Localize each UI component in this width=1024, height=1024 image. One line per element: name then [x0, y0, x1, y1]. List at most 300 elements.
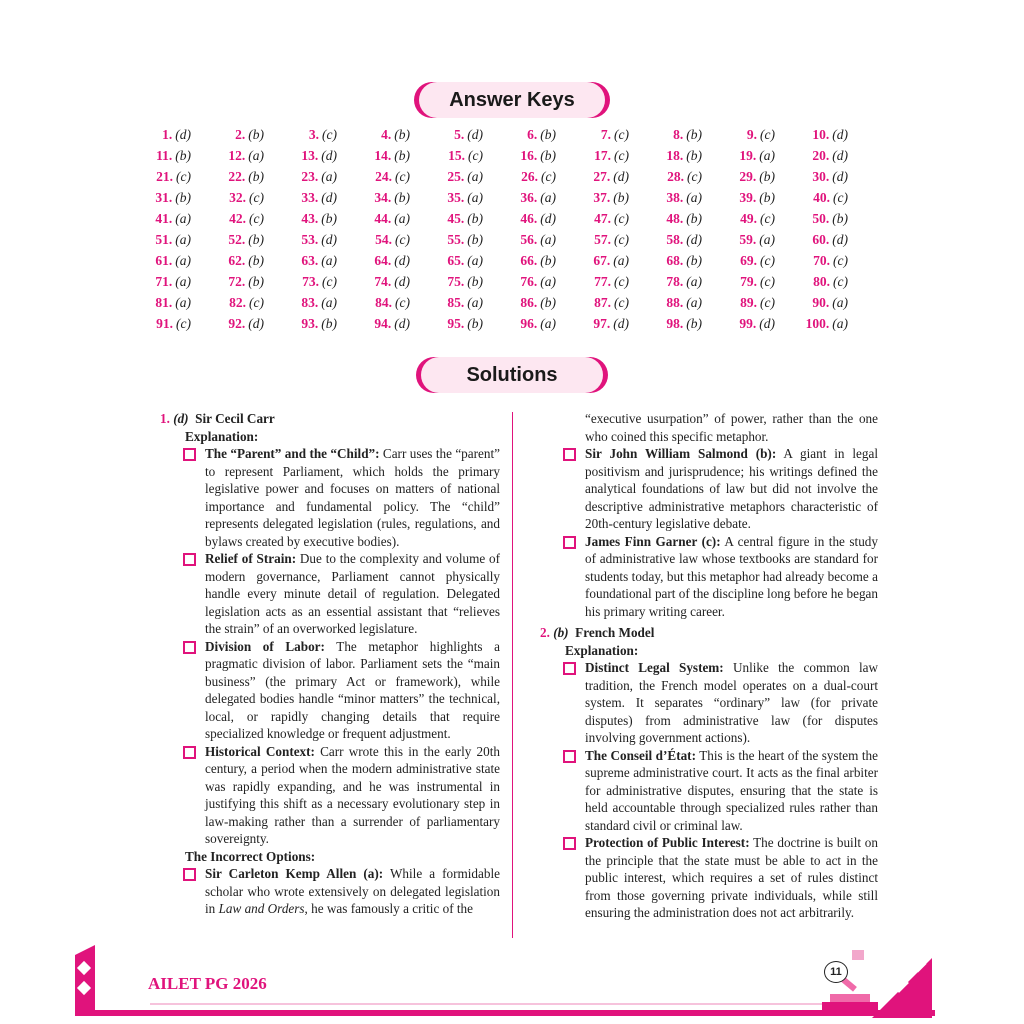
answer-key-item — [586, 124, 659, 145]
answer-key-option: (a) — [540, 315, 556, 331]
answer-key-option: (d) — [394, 252, 410, 268]
explanation-label: Explanation: — [185, 428, 259, 444]
question-answer-title: French Model — [575, 625, 655, 640]
footer-title: AILET PG 2026 — [148, 974, 267, 993]
answer-key-number: 82. — [229, 294, 247, 310]
answer-key-item — [805, 187, 878, 208]
answer-key-item — [586, 313, 659, 334]
answer-key-option: (c) — [614, 210, 629, 226]
answer-key-item — [221, 166, 294, 187]
answer-key-option: (c) — [249, 294, 264, 310]
answer-key-item — [805, 229, 878, 250]
answer-key-item — [732, 187, 805, 208]
answer-key-number: 71. — [155, 273, 173, 289]
question-number: 1. — [160, 411, 170, 426]
answer-key-option: (c) — [176, 315, 191, 331]
answer-key-option: (c) — [395, 294, 410, 310]
answer-key-item — [221, 250, 294, 271]
answer-key-item — [659, 166, 732, 187]
answer-key-item — [659, 250, 732, 271]
answer-key-item — [732, 313, 805, 334]
list-item — [205, 445, 500, 550]
question-answer: (b) — [553, 625, 569, 640]
answer-key-item — [659, 271, 732, 292]
answer-key-option: (b) — [394, 147, 410, 163]
answer-key-option: (c) — [395, 168, 410, 184]
answer-key-item — [805, 124, 878, 145]
answer-key-option: (b) — [686, 147, 702, 163]
item-heading: Sir John William Salmond (b): — [585, 446, 777, 461]
checkbox-bullet-icon — [563, 448, 576, 461]
answer-key-option: (d) — [832, 168, 848, 184]
answer-key-number: 47. — [594, 210, 612, 226]
answer-key-number: 92. — [228, 315, 246, 331]
answer-key-option: (d) — [686, 231, 702, 247]
answer-key-item — [805, 208, 878, 229]
checkbox-bullet-icon — [183, 553, 196, 566]
answer-key-item — [513, 250, 586, 271]
page-number: 11 — [824, 961, 848, 983]
answer-key-number: 100. — [805, 315, 830, 331]
answer-key-option: (a) — [832, 315, 848, 331]
checkbox-bullet-icon — [563, 837, 576, 850]
answer-key-item — [805, 292, 878, 313]
answer-key-number: 88. — [666, 294, 684, 310]
answer-key-item — [148, 145, 221, 166]
answer-key-option: (b) — [248, 252, 264, 268]
answer-key-option: (d) — [321, 231, 337, 247]
answer-key-item — [732, 250, 805, 271]
answer-key-option: (c) — [614, 294, 629, 310]
answer-key-number: 15. — [448, 147, 466, 163]
answer-key-option: (c) — [833, 252, 848, 268]
answer-key-item — [294, 250, 367, 271]
continued-text: “executive usurpation” of power, rather than the one who coined this specific metaphor. — [585, 411, 878, 444]
answer-key-option: (d) — [759, 315, 775, 331]
answer-key-number: 32. — [229, 189, 247, 205]
question-1-title — [160, 410, 500, 428]
answer-key-option: (c) — [614, 126, 629, 142]
answer-key-option: (d) — [467, 126, 483, 142]
answer-key-item — [367, 229, 440, 250]
list-item — [205, 865, 500, 918]
answer-key-item — [513, 292, 586, 313]
answer-key-number: 54. — [375, 231, 393, 247]
answer-key-item — [294, 313, 367, 334]
answer-key-item — [440, 229, 513, 250]
answer-key-option: (b) — [686, 315, 702, 331]
answer-key-option: (c) — [687, 168, 702, 184]
answer-key-number: 5. — [454, 126, 465, 142]
answer-key-item — [513, 208, 586, 229]
answer-key-item — [513, 166, 586, 187]
answer-key-item — [513, 187, 586, 208]
list-item — [585, 747, 878, 835]
answer-key-item — [367, 250, 440, 271]
answer-key-option: (c) — [760, 294, 775, 310]
item-heading: Protection of Public Interest: — [585, 835, 750, 850]
answer-key-option: (c) — [395, 231, 410, 247]
solutions-right-column — [540, 410, 878, 922]
answer-key-item — [221, 208, 294, 229]
answer-key-option: (a) — [686, 189, 702, 205]
answer-key-item — [148, 124, 221, 145]
answer-key-option: (d) — [321, 147, 337, 163]
checkbox-bullet-icon — [183, 641, 196, 654]
answer-key-item — [148, 166, 221, 187]
answer-key-item — [294, 124, 367, 145]
answer-key-number: 34. — [374, 189, 392, 205]
answer-key-option: (d) — [248, 315, 264, 331]
answer-key-option: (a) — [175, 231, 191, 247]
item-text: This is the heart of the system the supreme administrative court. It acts as the final arbiter for administrative disputes, ensuring that the state is held accountable through specialized rules rather than standard civil or criminal law. — [585, 747, 878, 833]
answer-key-item — [367, 187, 440, 208]
answer-key-option: (d) — [613, 315, 629, 331]
answer-key-option: (b) — [394, 189, 410, 205]
answer-key-number: 39. — [739, 189, 757, 205]
answer-key-item — [221, 229, 294, 250]
incorrect-options-list — [540, 445, 878, 620]
answer-key-number: 14. — [374, 147, 392, 163]
answer-key-option: (c) — [760, 252, 775, 268]
answer-key-item — [148, 208, 221, 229]
answer-key-item — [148, 313, 221, 334]
answer-key-number: 1. — [162, 126, 173, 142]
answer-key-number: 12. — [228, 147, 246, 163]
answer-key-option: (b) — [759, 189, 775, 205]
answer-key-option: (a) — [321, 294, 337, 310]
answer-key-item — [440, 271, 513, 292]
answer-key-item — [659, 208, 732, 229]
answer-key-number: 98. — [666, 315, 684, 331]
answer-key-number: 36. — [520, 189, 538, 205]
item-text: The metaphor highlights a pragmatic division of labor. Parliament sets the “main business” (the primary Act or framework), while delegated bodies handle “minor matters” the technical, local, or rapidly changing details that require specialized knowledge or frequent adjustment. — [205, 638, 500, 741]
answer-key-number: 95. — [447, 315, 465, 331]
answer-key-item — [367, 271, 440, 292]
explanation-label: Explanation: — [565, 642, 639, 658]
answer-key-number: 77. — [594, 273, 612, 289]
answer-key-option: (b) — [467, 273, 483, 289]
answer-key-option: (c) — [468, 147, 483, 163]
answer-key-number: 24. — [375, 168, 393, 184]
answer-key-item — [586, 271, 659, 292]
answer-key-item — [659, 313, 732, 334]
answer-key-option: (a) — [540, 231, 556, 247]
list-item — [205, 638, 500, 743]
answer-key-number: 73. — [302, 273, 320, 289]
answer-key-item — [586, 292, 659, 313]
answer-key-option: (a) — [467, 294, 483, 310]
answer-key-option: (c) — [614, 231, 629, 247]
answer-key-number: 56. — [520, 231, 538, 247]
answer-key-number: 72. — [228, 273, 246, 289]
answer-key-option: (c) — [176, 168, 191, 184]
answer-key-item — [367, 124, 440, 145]
answer-key-item — [732, 271, 805, 292]
answer-key-item — [294, 229, 367, 250]
answer-key-item — [659, 229, 732, 250]
explanation-list — [540, 659, 878, 922]
answer-key-number: 10. — [812, 126, 830, 142]
answer-key-option: (b) — [321, 315, 337, 331]
answer-key-option: (b) — [540, 252, 556, 268]
answer-key-item — [659, 145, 732, 166]
list-item — [205, 743, 500, 848]
item-heading: Division of Labor: — [205, 638, 325, 654]
answer-key-item — [221, 124, 294, 145]
item-text: Unlike the common law tradition, the French model operates on a dual-court system. It separates “ordinary” law (for private disputes) from administrative law (for disputes involving government actions). — [585, 660, 879, 745]
answer-key-option: (c) — [249, 210, 264, 226]
solutions-heading: Solutions — [421, 357, 603, 393]
answer-key-number: 29. — [739, 168, 757, 184]
answer-key-number: 35. — [447, 189, 465, 205]
answer-key-number: 99. — [739, 315, 757, 331]
answer-key-number: 61. — [155, 252, 173, 268]
answer-key-option: (b) — [248, 231, 264, 247]
answer-key-item — [805, 145, 878, 166]
question-answer: (d) — [173, 411, 189, 426]
answer-key-number: 97. — [593, 315, 611, 331]
answer-key-option: (a) — [321, 168, 337, 184]
item-text: , he was famously a critic of the — [304, 901, 473, 916]
answer-key-number: 18. — [666, 147, 684, 163]
answer-key-number: 76. — [520, 273, 538, 289]
answer-key-option: (a) — [540, 273, 556, 289]
answer-key-option: (c) — [249, 189, 264, 205]
answer-key-option: (b) — [540, 126, 556, 142]
answer-key-option: (a) — [175, 273, 191, 289]
answer-key-item — [440, 166, 513, 187]
answer-key-option: (d) — [394, 315, 410, 331]
answer-key-option: (c) — [614, 147, 629, 163]
answer-key-number: 75. — [447, 273, 465, 289]
answer-key-item — [513, 229, 586, 250]
answer-key-option: (a) — [175, 210, 191, 226]
answer-key-option: (a) — [759, 231, 775, 247]
answer-key-item — [586, 145, 659, 166]
answer-key-number: 31. — [155, 189, 173, 205]
answer-key-option: (b) — [686, 210, 702, 226]
answer-key-item — [367, 166, 440, 187]
answer-key-item — [294, 145, 367, 166]
answer-key-item — [732, 208, 805, 229]
answer-key-option: (c) — [760, 126, 775, 142]
answer-key-option: (c) — [322, 126, 337, 142]
answer-key-number: 91. — [156, 315, 174, 331]
answer-key-item — [221, 187, 294, 208]
answer-key-number: 62. — [228, 252, 246, 268]
answer-key-number: 74. — [374, 273, 392, 289]
question-answer-title: Sir Cecil Carr — [195, 411, 275, 426]
answer-key-option: (a) — [832, 294, 848, 310]
answer-key-item — [148, 229, 221, 250]
answer-key-number: 11. — [156, 147, 173, 163]
answer-key-item — [294, 166, 367, 187]
item-text: Carr uses the “parent” to represent Parliament, which holds the primary legislative power and focuses on matters of national importance and fundamental policy. The “child” represents delegated legislation (rules, regulations, and bylaws created by executive bodies). — [205, 446, 500, 549]
answer-key-number: 64. — [374, 252, 392, 268]
column-divider — [512, 412, 513, 938]
answer-key-option: (b) — [613, 189, 629, 205]
answer-key-item — [294, 271, 367, 292]
answer-key-option: (b) — [248, 126, 264, 142]
answer-key-item — [513, 271, 586, 292]
answer-key-option: (a) — [686, 294, 702, 310]
answer-key-option: (a) — [686, 273, 702, 289]
corner-decoration — [75, 945, 105, 1010]
answer-key-number: 4. — [381, 126, 392, 142]
answer-key-number: 42. — [229, 210, 247, 226]
answer-key-option: (b) — [321, 210, 337, 226]
item-text: The doctrine is built on the principle that the state must be able to act in the public interest, which requires a set of rules distinct from those governing private individuals, while still ensuring the administration does not act arbitrarily. — [585, 835, 878, 920]
answer-key-number: 8. — [673, 126, 684, 142]
answer-key-option: (b) — [832, 210, 848, 226]
answer-key-item — [586, 208, 659, 229]
answer-key-number: 3. — [308, 126, 320, 142]
answer-key-number: 57. — [594, 231, 612, 247]
answer-key-option: (b) — [686, 126, 702, 142]
answer-key-number: 55. — [447, 231, 465, 247]
answer-key-number: 9. — [746, 126, 758, 142]
answer-key-number: 81. — [155, 294, 173, 310]
answer-key-number: 41. — [155, 210, 173, 226]
answer-key-item — [732, 166, 805, 187]
answer-key-number: 28. — [667, 168, 685, 184]
answer-key-number: 23. — [301, 168, 319, 184]
answer-key-option: (d) — [832, 231, 848, 247]
answer-key-number: 17. — [594, 147, 612, 163]
answer-key-item — [221, 292, 294, 313]
answer-key-option: (a) — [175, 252, 191, 268]
list-item — [585, 659, 878, 747]
answer-key-item — [732, 124, 805, 145]
answer-key-item — [586, 250, 659, 271]
item-text: Carr wrote this in the early 20th century, a period when the modern administrative state was rapidly expanding, and he was instrumental in justifying this shift as a necessary evolutionary step in law-making rather than a surrender of parliamentary sovereignty. — [205, 743, 500, 846]
answer-key-option: (d) — [832, 147, 848, 163]
answer-key-item — [513, 145, 586, 166]
item-heading: Relief of Strain: — [205, 551, 297, 566]
answer-key-option: (b) — [175, 147, 191, 163]
answer-key-number: 65. — [447, 252, 465, 268]
answer-key-number: 94. — [374, 315, 392, 331]
answer-key-item — [440, 250, 513, 271]
answer-key-number: 86. — [520, 294, 538, 310]
answer-key-item — [221, 271, 294, 292]
footer-bar — [75, 1010, 935, 1016]
book-title: Law and Orders — [218, 901, 305, 916]
answer-key-option: (d) — [832, 126, 848, 142]
answer-key-number: 70. — [813, 252, 831, 268]
answer-key-number: 30. — [812, 168, 830, 184]
answer-key-option: (b) — [540, 147, 556, 163]
answer-key-number: 25. — [447, 168, 465, 184]
answer-key-option: (b) — [175, 189, 191, 205]
answer-key-item — [367, 292, 440, 313]
answer-key-number: 79. — [740, 273, 758, 289]
answer-key-number: 87. — [594, 294, 612, 310]
answer-key-option: (a) — [321, 252, 337, 268]
answer-key-option: (d) — [321, 189, 337, 205]
answer-key-item — [148, 292, 221, 313]
answer-key-number: 49. — [740, 210, 758, 226]
answer-key-item — [732, 229, 805, 250]
answer-key-item — [440, 208, 513, 229]
explanation-list — [160, 445, 500, 848]
answer-key-number: 69. — [740, 252, 758, 268]
answer-key-option: (a) — [175, 294, 191, 310]
answer-key-option: (c) — [760, 273, 775, 289]
answer-key-option: (b) — [540, 294, 556, 310]
answer-key-number: 60. — [812, 231, 830, 247]
answer-key-option: (a) — [248, 147, 264, 163]
answer-key-option: (c) — [760, 210, 775, 226]
answer-key-number: 63. — [301, 252, 319, 268]
answer-key-item — [367, 313, 440, 334]
answer-key-option: (c) — [833, 189, 848, 205]
answer-key-option: (c) — [541, 168, 556, 184]
answer-key-item — [440, 313, 513, 334]
answer-key-option: (c) — [833, 273, 848, 289]
incorrect-options-label: The Incorrect Options: — [185, 848, 316, 864]
answer-key-option: (b) — [686, 252, 702, 268]
answer-key-item — [586, 229, 659, 250]
answer-key-number: 2. — [235, 126, 246, 142]
answer-key-option: (a) — [613, 252, 629, 268]
answer-key-number: 33. — [301, 189, 319, 205]
answer-key-item — [805, 271, 878, 292]
answer-key-item — [440, 187, 513, 208]
checkbox-bullet-icon — [563, 662, 576, 675]
checkbox-bullet-icon — [183, 448, 196, 461]
answer-key-number: 68. — [666, 252, 684, 268]
answer-key-number: 48. — [666, 210, 684, 226]
answer-key-number: 84. — [375, 294, 393, 310]
answer-key-item — [805, 313, 878, 334]
footer-rule — [150, 1003, 850, 1005]
answer-key-number: 43. — [301, 210, 319, 226]
answer-key-option: (a) — [394, 210, 410, 226]
answer-key-number: 50. — [812, 210, 830, 226]
item-heading: The Conseil d’État: — [585, 747, 696, 763]
item-heading: James Finn Garner (c): — [585, 533, 721, 549]
item-text: While a formidable scholar who wrote extensively on delegated legislation in — [205, 866, 500, 916]
answer-key-number: 51. — [155, 231, 173, 247]
item-heading: The “Parent” and the “Child”: — [205, 446, 380, 461]
answer-key-option: (b) — [759, 168, 775, 184]
answer-key-number: 13. — [301, 147, 319, 163]
answer-key-number: 80. — [813, 273, 831, 289]
answer-key-item — [659, 187, 732, 208]
answer-key-option: (a) — [467, 189, 483, 205]
answer-key-number: 58. — [666, 231, 684, 247]
answer-key-number: 46. — [520, 210, 538, 226]
answer-key-item — [294, 187, 367, 208]
answer-key-option: (c) — [614, 273, 629, 289]
answer-key-number: 20. — [812, 147, 830, 163]
answer-key-number: 96. — [520, 315, 538, 331]
answer-keys-heading: Answer Keys — [419, 82, 605, 118]
answer-key-number: 19. — [739, 147, 757, 163]
answer-key-option: (b) — [467, 315, 483, 331]
answer-key-number: 22. — [228, 168, 246, 184]
item-text: A giant in legal positivism and jurisprudence; his writings defined the analytical foundations of law but did not involve the descriptive administrative metaphors characteristic of 20th-century legislative debate. — [585, 446, 878, 531]
answer-key-number: 78. — [666, 273, 684, 289]
answer-key-item — [440, 145, 513, 166]
answer-key-item — [221, 313, 294, 334]
answer-key-number: 89. — [740, 294, 758, 310]
answer-key-item — [294, 292, 367, 313]
answer-key-option: (a) — [759, 147, 775, 163]
answer-key-option: (b) — [394, 126, 410, 142]
